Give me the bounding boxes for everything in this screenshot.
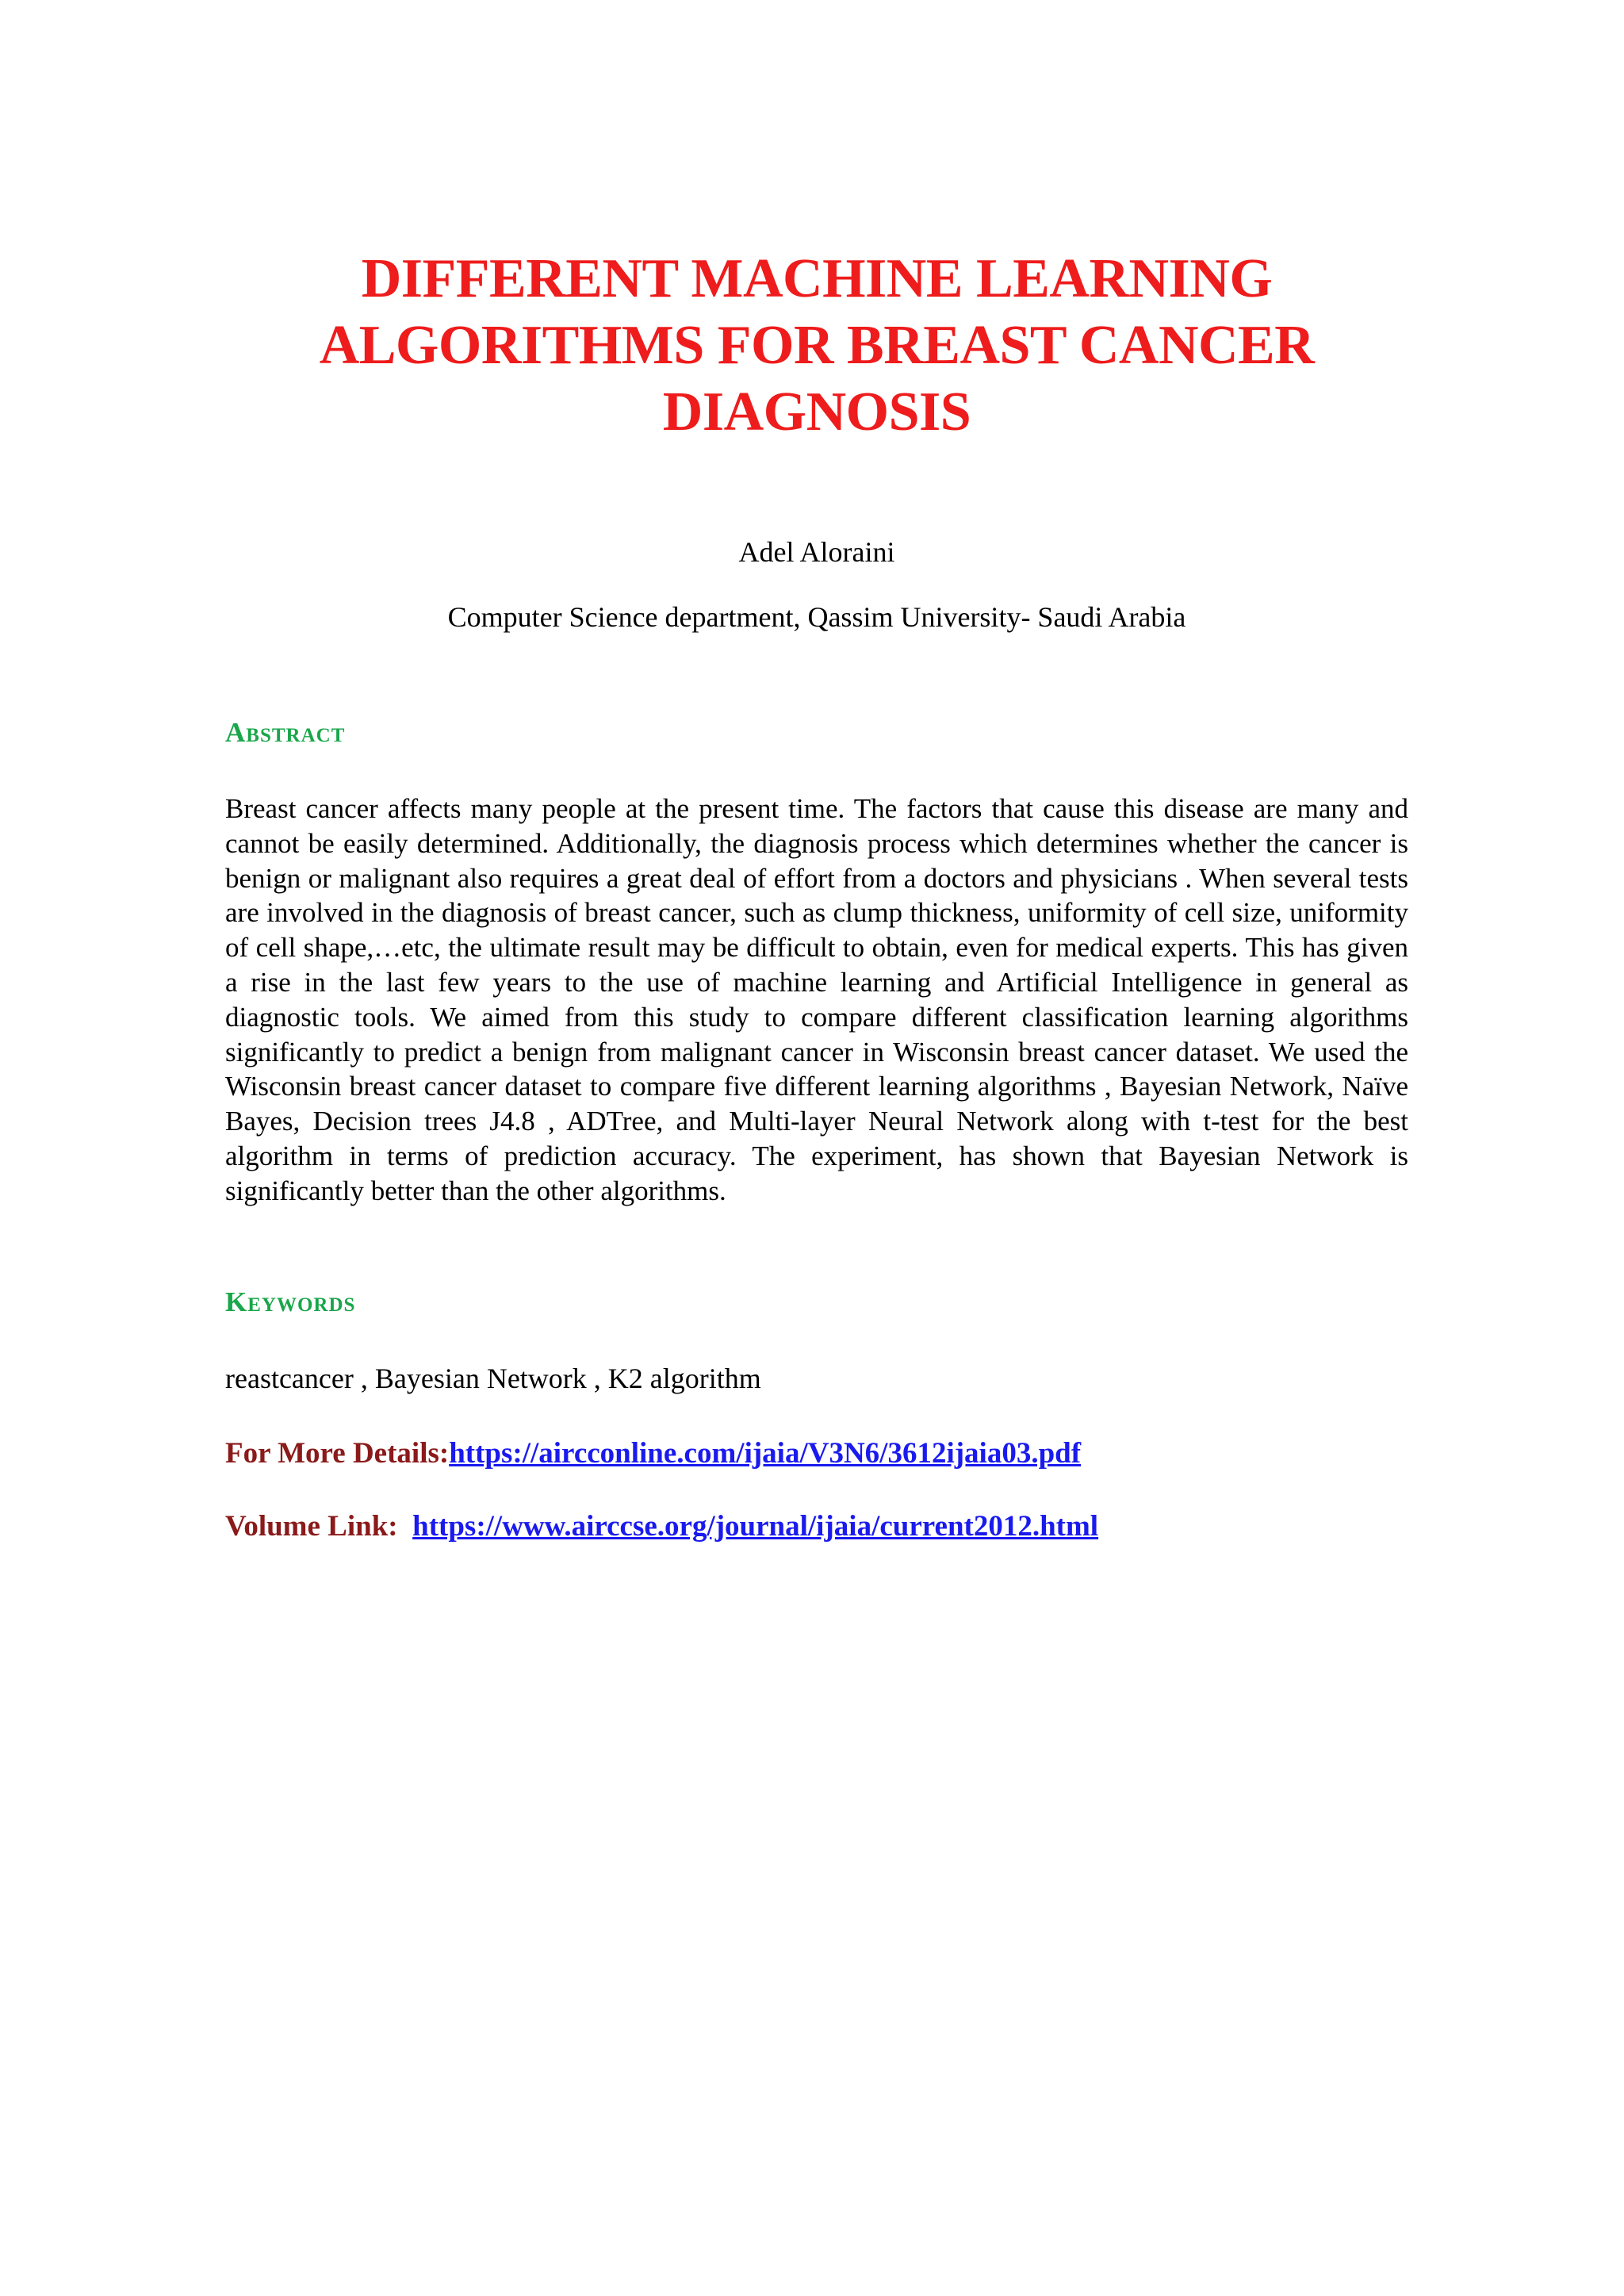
- title-line: ALGORITHMS FOR BREAST CANCER: [319, 315, 1315, 376]
- details-link[interactable]: https://aircconline.com/ijaia/V3N6/3612ijaia03.pdf: [449, 1436, 1082, 1470]
- abstract-heading: Abstract: [225, 717, 346, 748]
- volume-link-label: Volume Link:: [225, 1509, 405, 1543]
- keywords-heading: Keywords: [225, 1286, 356, 1317]
- title-line: DIFFERENT MACHINE LEARNING: [361, 248, 1273, 309]
- details-link-label: For More Details:: [225, 1436, 450, 1470]
- page-content: [225, 246, 1408, 1545]
- details-link-line: [225, 1435, 1408, 1472]
- keywords-text: reastcancer , Bayesian Network , K2 algorithm: [225, 1362, 761, 1394]
- author-name: Adel Aloraini: [738, 536, 895, 568]
- abstract-text: Breast cancer affects many people at the present time. The factors that cause this disease are many and cannot be easily determined. Additionally, the diagnosis process which determines whether the cancer is benign or malignant also requires a great deal of effort from a doctors and physicians . When several tests are involved in the diagnosis of breast cancer, such as clump thickness, uniformity of cell size, uniformity of cell shape,…etc, the ultimate result may be difficult to obtain, even for medical experts. This has given a rise in the last few years to the use of machine learning and Artificial Intelligence in general as diagnostic tools. We aimed from this study to compare different classification learning algorithms significantly to predict a benign from malignant cancer in Wisconsin breast cancer dataset. We used the Wisconsin breast cancer dataset to compare five different learning algorithms , Bayesian Network, Naïve Bayes, Decision trees J4.8 , ADTree, and Multi-layer Neural Network along with t-test for the best algorithm in terms of prediction accuracy. The experiment, has shown that Bayesian Network is significantly better than the other algorithms.: [225, 793, 1408, 1206]
- volume-link[interactable]: https://www.airccse.org/journal/ijaia/current2012.html: [412, 1509, 1099, 1543]
- title-line: DIAGNOSIS: [662, 381, 971, 443]
- author-affiliation: Computer Science department, Qassim University- Saudi Arabia: [447, 601, 1186, 633]
- paper-title: [225, 246, 1408, 446]
- volume-link-line: [225, 1508, 1408, 1545]
